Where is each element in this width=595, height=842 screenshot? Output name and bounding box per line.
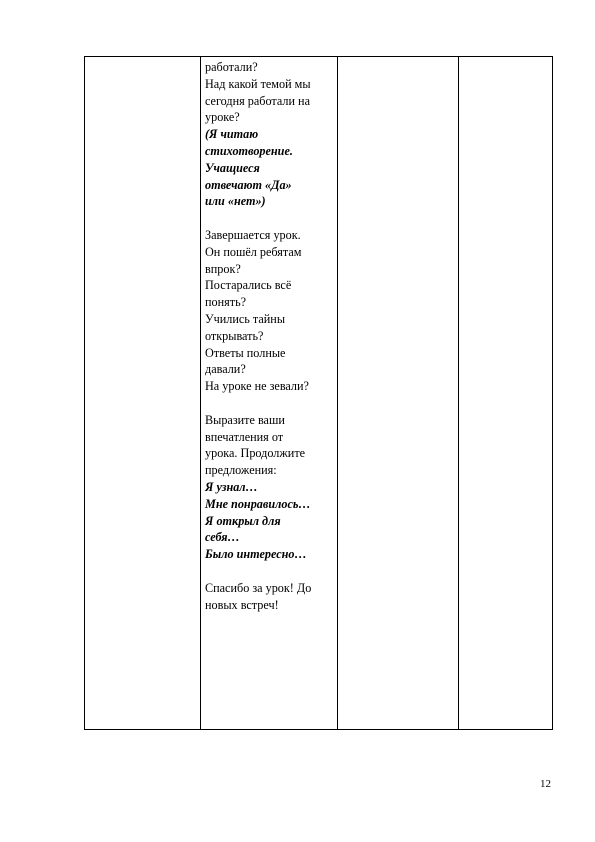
text-line: отвечают «Да» <box>205 177 292 192</box>
text-line: давали? <box>205 362 246 377</box>
text-line: работали? <box>205 60 258 74</box>
text-line: стихотворение. <box>205 143 293 158</box>
text-line: себя… <box>205 530 240 545</box>
text-line: сегодня работали на <box>205 93 310 108</box>
text-line: На уроке не зевали? <box>205 379 309 394</box>
text-line: урока. Продолжите <box>205 446 306 461</box>
text-line: (Я читаю <box>205 127 259 142</box>
text-line: впрок? <box>205 261 241 276</box>
text-line: Выразите ваши <box>205 412 285 427</box>
table-column-1 <box>85 57 200 729</box>
text-line: Я узнал… <box>205 479 258 494</box>
table-column-3 <box>337 57 458 729</box>
text-line: понять? <box>205 295 247 310</box>
text-line: Было интересно… <box>205 547 307 562</box>
lesson-table <box>84 56 553 730</box>
text-line: Учились тайны <box>205 311 286 326</box>
text-line: Мне понравилось… <box>205 496 311 511</box>
table-column-4 <box>458 57 552 729</box>
text-line: Завершается урок. <box>205 227 301 242</box>
blank-line <box>205 395 337 412</box>
text-line: Учащиеся <box>205 160 260 175</box>
text-line: Спасибо за урок! До <box>205 580 312 595</box>
table-column-2 <box>200 57 337 729</box>
blank-line <box>205 210 337 227</box>
text-line: Он пошёл ребятам <box>205 244 302 259</box>
text-line: новых встреч! <box>205 597 279 612</box>
text-line: открывать? <box>205 328 264 343</box>
blank-line <box>205 563 337 580</box>
text-line: Ответы полные <box>205 345 286 360</box>
text-line: Над какой темой мы <box>205 76 311 91</box>
text-line: Постарались всё <box>205 278 292 293</box>
text-line: Я открыл для <box>205 513 281 528</box>
text-line: впечатления от <box>205 429 284 444</box>
text-line: уроке? <box>205 110 240 125</box>
text-line: или «нет») <box>205 194 266 209</box>
page-number: 12 <box>540 778 551 790</box>
text-line: предложения: <box>205 463 277 478</box>
lesson-text-cell <box>205 59 337 613</box>
